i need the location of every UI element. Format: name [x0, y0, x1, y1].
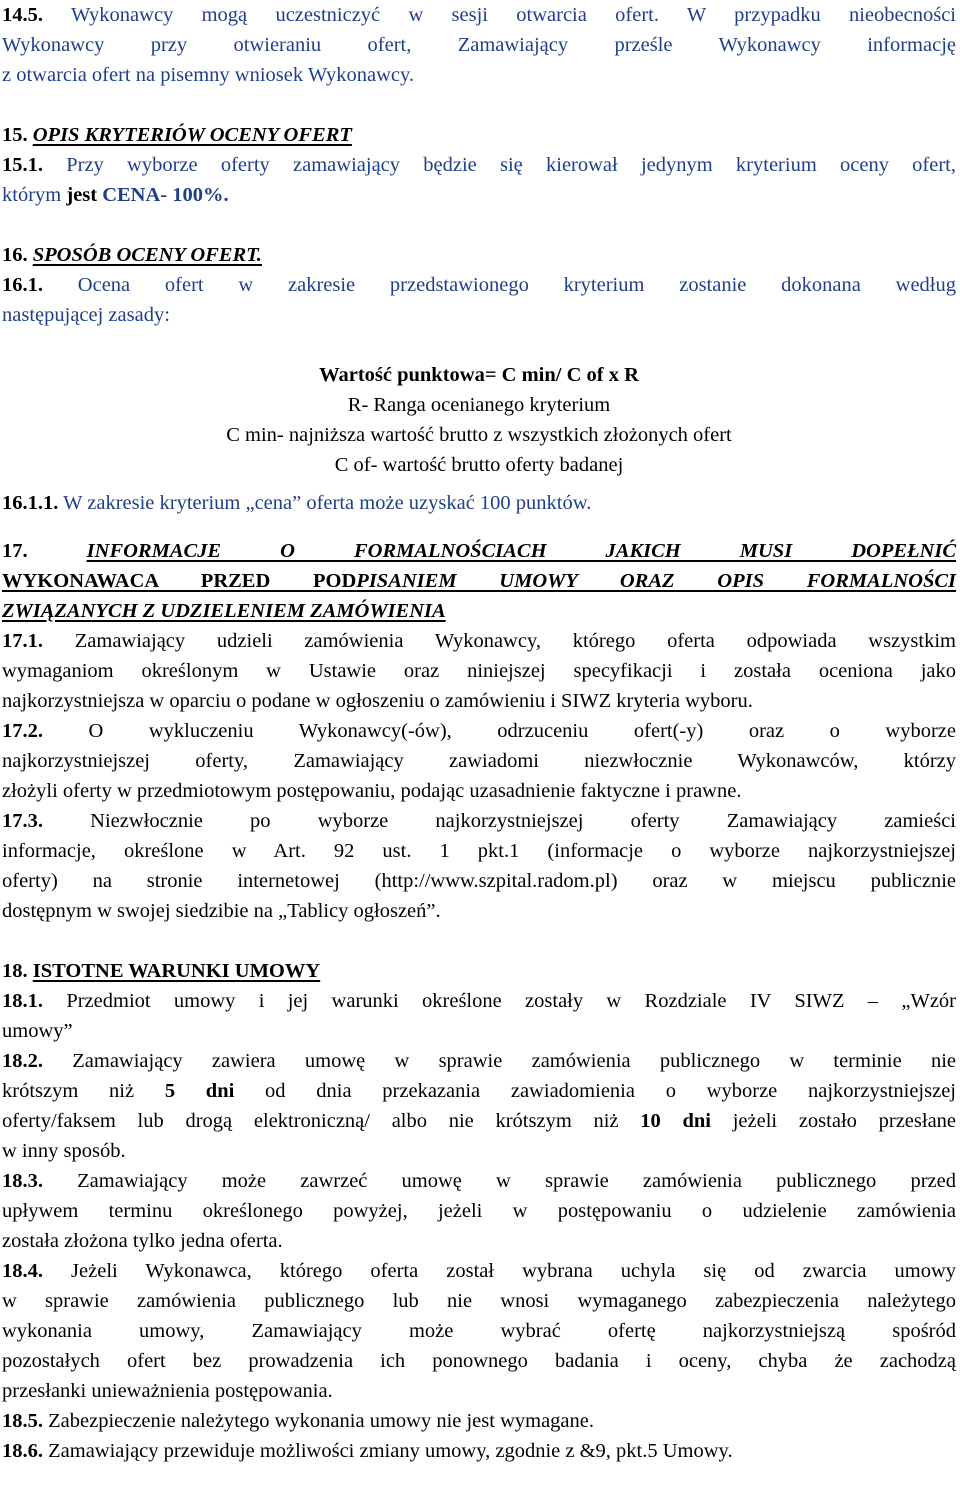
para-18-5: 18.5. Zabezpieczenie należytego wykonania umowy nie jest wymagane.: [2, 1410, 594, 1432]
para-18-2-line2: krótszym niż 5 dni od dnia przekazania zawiadomienia o wyborze najkorzystniejszej: [2, 1080, 957, 1102]
para-17-3-line1: 17.3. Niezwłocznie po wyborze najkorzystniejszej oferty Zamawiający zamieści: [2, 810, 957, 832]
heading-15: 15. OPIS KRYTERIÓW OCENY OFERT: [2, 124, 352, 146]
para-18-3-line1: 18.3. Zamawiający może zawrzeć umowę w sprawie zamówienia publicznego przed: [2, 1170, 956, 1192]
spacer: [2, 330, 956, 360]
formula-line-cof: C of- wartość brutto oferty badanej: [334, 454, 624, 476]
para-16-1-line1: 16.1. Ocena ofert w zakresie przedstawionego kryterium zostanie dokonana według: [2, 274, 957, 296]
para-17-3-line3: oferty) na stronie internetowej (http://www.szpital.radom.pl) oraz w miejscu publicznie: [2, 870, 956, 892]
para-18-2-line4: w inny sposób.: [2, 1140, 126, 1162]
para-14-5-line1: 14.5. Wykonawcy mogą uczestniczyć w sesji otwarcia ofert. W przypadku nieobecności: [2, 4, 956, 26]
heading-16: 16. SPOSÓB OCENY OFERT.: [2, 244, 262, 266]
para-18-6: 18.6. Zamawiający przewiduje możliwości zmiany umowy, zgodnie z &9, pkt.5 Umowy.: [2, 1440, 733, 1462]
heading-16-title: SPOSÓB OCENY OFERT.: [32, 244, 262, 266]
para-17-3-line2: informacje, określone w Art. 92 ust. 1 pkt.1 (informacje o wyborze najkorzystniejszej: [2, 840, 956, 862]
para-18-3-line3: została złożona tylko jedna oferta.: [2, 1230, 283, 1252]
formula-main: Wartość punktowa= C min/ C of x R: [319, 364, 639, 386]
para-18-1-line1: 18.1. Przedmiot umowy i jej warunki określone zostały w Rozdziale IV SIWZ – „Wzór: [2, 990, 957, 1012]
para-16-1-1: 16.1.1. W zakresie kryterium „cena” oferta może uzyskać 100 punktów.: [2, 492, 592, 514]
spacer: [2, 210, 956, 240]
para-18-4-line4: pozostałych ofert bez prowadzenia ich ponownego badania i oceny, chyba że zachodzą: [2, 1350, 956, 1372]
para-18-2-line1: 18.2. Zamawiający zawiera umowę w sprawie zamówienia publicznego w terminie nie: [2, 1050, 957, 1072]
para-18-3-line2: upływem terminu określonego powyżej, jeżeli w postępowaniu o udzielenie zamówienia: [2, 1200, 956, 1222]
para-14-5-line3: z otwarcia ofert na pisemny wniosek Wykonawcy.: [2, 64, 415, 86]
para-17-2-line1: 17.2. O wykluczeniu Wykonawcy(-ów), odrzuceniu ofert(-y) oraz o wyborze: [2, 720, 957, 742]
para-15-1-line1: 15.1. Przy wyborze oferty zamawiający będzie się kierował jedynym kryterium oceny ofert,: [2, 154, 956, 176]
para-18-4-line3: wykonania umowy, Zamawiający może wybrać ofertę najkorzystniejszą spośród: [2, 1320, 956, 1342]
para-18-2-line3: oferty/faksem lub drogą elektroniczną/ albo nie krótszym niż 10 dni jeżeli zostało przesłane: [2, 1110, 957, 1132]
para-17-1-line2: wymaganiom określonym w Ustawie oraz niniejszej specyfikacji i została oceniona jako: [2, 660, 956, 682]
heading-17-line1: 17. INFORMACJE O FORMALNOŚCIACH JAKICH MUSI DOPEŁNIĆ: [2, 540, 957, 562]
para-16-1-line2: następującej zasady:: [2, 304, 170, 326]
formula-line-cmin: C min- najniższa wartość brutto z wszystkich złożonych ofert: [226, 424, 732, 446]
spacer: [2, 926, 956, 956]
para-17-1-line1: 17.1. Zamawiający udzieli zamówienia Wykonawcy, którego oferta odpowiada wszystkim: [2, 630, 957, 652]
heading-17-line2: WYKONAWACA PRZED PODPISANIEM UMOWY ORAZ OPIS FORMALNOŚCI: [2, 570, 956, 592]
para-18-4-line1: 18.4. Jeżeli Wykonawca, którego oferta został wybrana uchyla się od zwarcia umowy: [2, 1260, 957, 1282]
para-17-1-line3: najkorzystniejsza w oparciu o podane w ogłoszeniu o zamówieniu i SIWZ kryteria wyboru.: [2, 690, 753, 712]
heading-17-line3: ZWIĄZANYCH Z UDZIELENIEM ZAMÓWIENIA: [2, 600, 446, 622]
spacer: [2, 518, 956, 536]
para-18-4-line5: przesłanki unieważnienia postępowania.: [2, 1380, 333, 1402]
para-17-2-line3: złożyli oferty w przedmiotowym postępowaniu, podając uzasadnienie faktyczne i prawne.: [2, 780, 742, 802]
heading-18-title: ISTOTNE WARUNKI UMOWY: [32, 960, 321, 982]
para-18-1-line2: umowy”: [2, 1020, 73, 1042]
para-17-3-line4: dostępnym w swojej siedzibie na „Tablicy ogłoszeń”.: [2, 900, 441, 922]
heading-15-title: OPIS KRYTERIÓW OCENY OFERT: [32, 124, 352, 146]
heading-18: 18. ISTOTNE WARUNKI UMOWY: [2, 960, 321, 982]
spacer: [2, 480, 956, 488]
para-17-2-line2: najkorzystniejszej oferty, Zamawiający zawiadomi niezwłocznie Wykonawców, którzy: [2, 750, 956, 772]
para-14-5-line2: Wykonawcy przy otwieraniu ofert, Zamawiający prześle Wykonawcy informację: [2, 34, 956, 56]
formula-line-r: R- Ranga ocenianego kryterium: [347, 394, 611, 416]
para-18-4-line2: w sprawie zamówienia publicznego lub nie wnosi wymaganego zabezpieczenia należytego: [2, 1290, 956, 1312]
spacer: [2, 90, 956, 120]
para-15-1-line2: którym jest CENA- 100%.: [2, 184, 229, 206]
